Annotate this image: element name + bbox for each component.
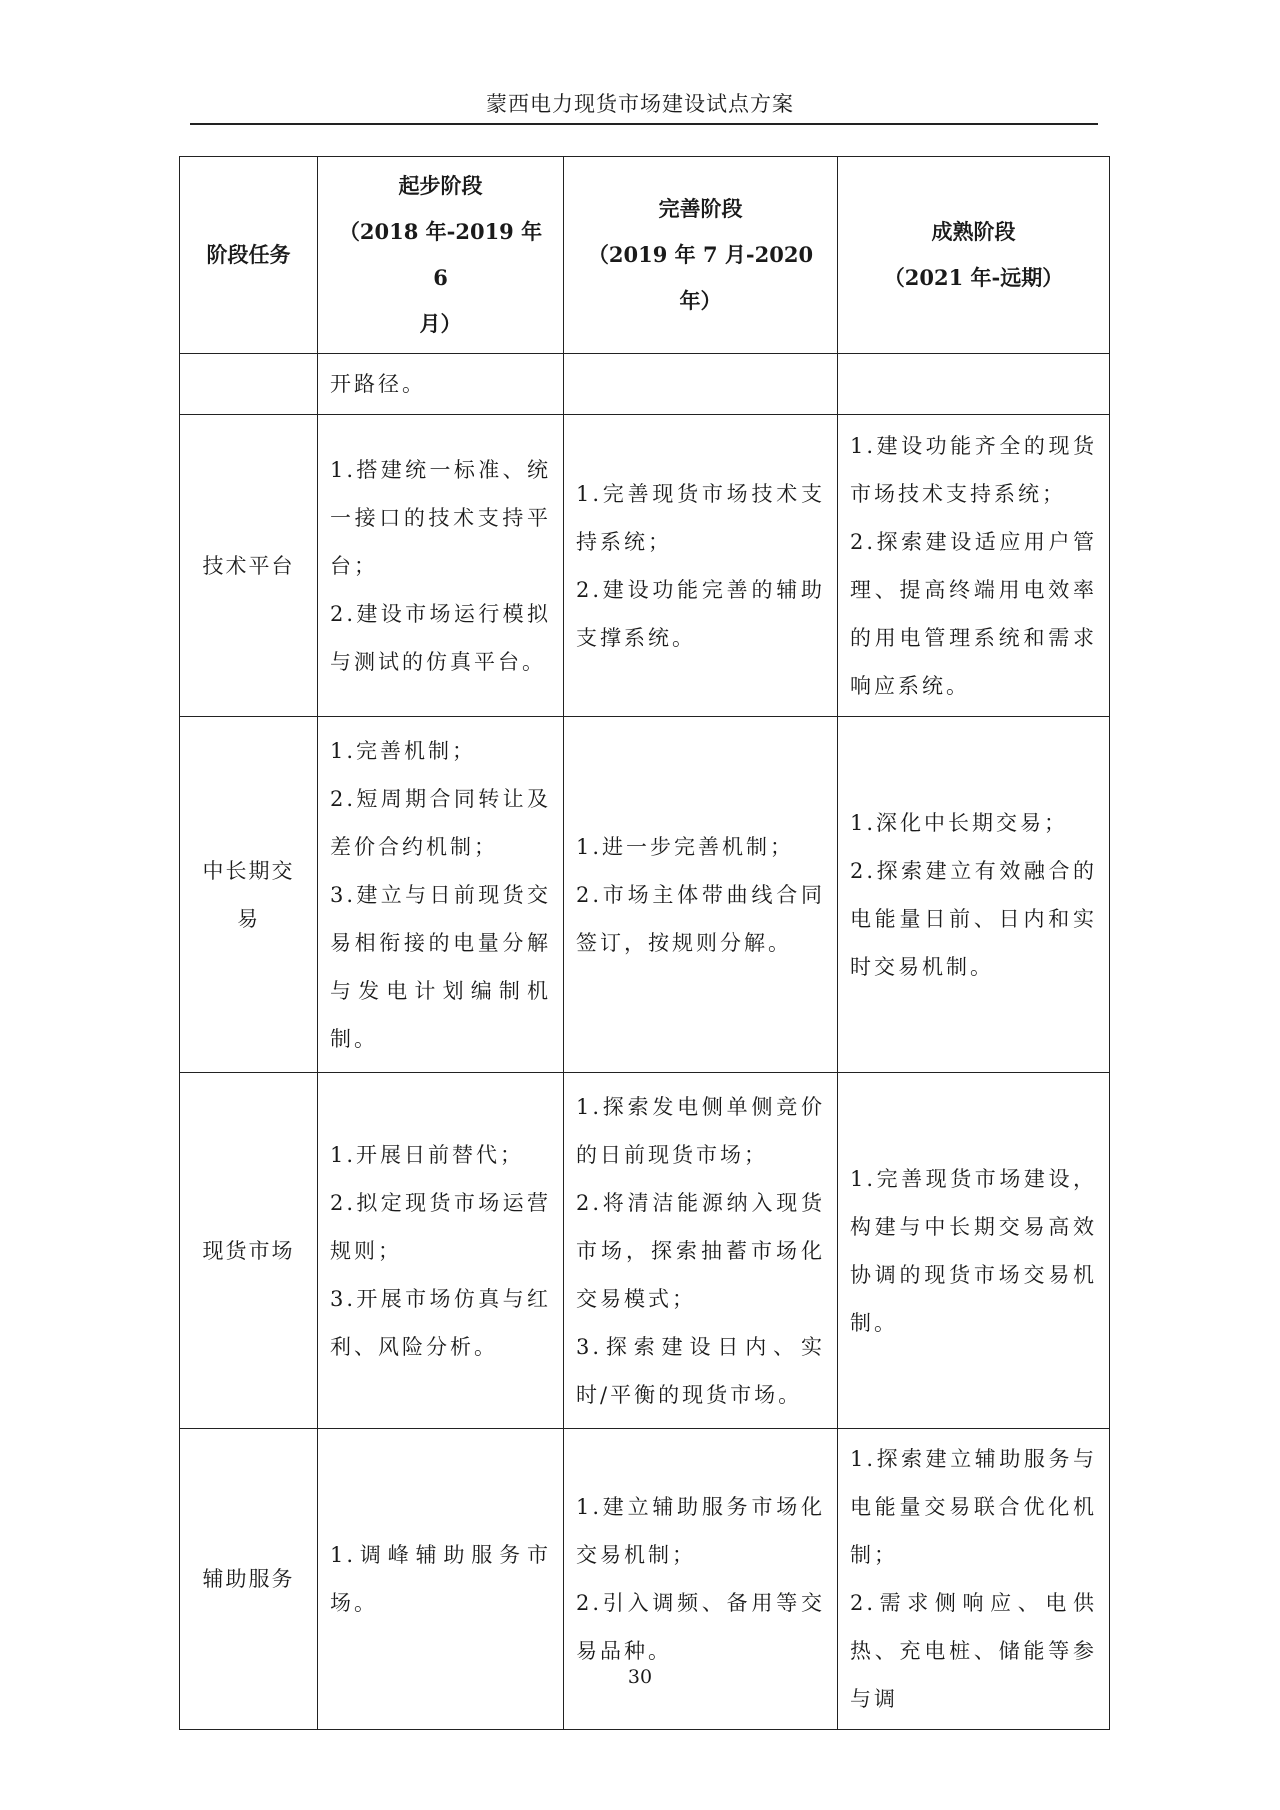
- stage1-cell: [318, 717, 564, 1073]
- page-number: 30: [627, 1666, 653, 1688]
- cell-line: 2.将清洁能源纳入现货市场，探索抽蓄市场化交易模式；: [576, 1190, 825, 1311]
- cell-line: 2.引入调频、备用等交易品种。: [576, 1591, 825, 1663]
- cell-line: 1.完善现货市场建设，构建与中长期交易高效协调的现货市场交易机制。: [850, 1166, 1097, 1335]
- stage2-cell: [564, 1073, 838, 1429]
- header-line: 阶段任务: [206, 242, 291, 267]
- column-header-task: [180, 157, 318, 354]
- cell-line: 1.搭建统一标准、统一接口的技术支持平台；: [330, 457, 551, 578]
- task-cell: [180, 354, 318, 415]
- cell-line: 2.建设功能完善的辅助支撑系统。: [576, 577, 825, 650]
- task-cell: 中长期交易: [180, 717, 318, 1073]
- cell-line: 3.开展市场仿真与红利、风险分析。: [330, 1286, 551, 1359]
- column-header-stage3: [838, 157, 1110, 354]
- cell-line: 1.完善现货市场技术支持系统；: [576, 481, 825, 554]
- cell-line: 1.建立辅助服务市场化交易机制；: [576, 1495, 825, 1567]
- cell-line: 2.市场主体带曲线合同签订，按规则分解。: [576, 882, 825, 955]
- header-line: 成熟阶段: [931, 219, 1016, 244]
- column-header-stage2: [564, 157, 838, 354]
- stage-plan-table: [179, 156, 1110, 1730]
- stage3-cell: [838, 415, 1110, 717]
- cell-line: 3.建立与日前现货交易相衔接的电量分解与发电计划编制机制。: [330, 882, 551, 1051]
- header-line: 月）: [419, 311, 462, 336]
- header-line: 起步阶段: [398, 173, 483, 198]
- stage3-cell: [838, 354, 1110, 415]
- header-rule: [190, 123, 1098, 125]
- task-cell: 技术平台: [180, 415, 318, 717]
- column-header-stage1: [318, 157, 564, 354]
- table-row: [180, 1073, 1110, 1429]
- cell-line: 1.探索发电侧单侧竞价的日前现货市场；: [576, 1094, 825, 1167]
- cell-line: 2.探索建立有效融合的电能量日前、日内和实时交易机制。: [850, 858, 1097, 979]
- table-row: [180, 415, 1110, 717]
- cell-line: 开路径。: [330, 372, 426, 396]
- stage2-cell: [564, 354, 838, 415]
- cell-line: 1.完善机制；: [330, 738, 477, 763]
- cell-line: 1.进一步完善机制；: [576, 834, 795, 859]
- stage3-cell: [838, 1073, 1110, 1429]
- task-cell: 现货市场: [180, 1073, 318, 1429]
- cell-line: 1.调峰辅助服务市场。: [330, 1543, 551, 1615]
- cell-line: 1.建设功能齐全的现货市场技术支持系统；: [850, 433, 1097, 506]
- stage1-cell: [318, 354, 564, 415]
- page-header-title: 蒙西电力现货市场建设试点方案: [486, 92, 794, 116]
- header-line: （2021 年-远期）: [883, 265, 1064, 290]
- table-row: [180, 354, 1110, 415]
- cell-line: 1.探索建立辅助服务与电能量交易联合优化机制；: [850, 1447, 1097, 1567]
- table-row: [180, 717, 1110, 1073]
- cell-line: 2.短周期合同转让及差价合约机制；: [330, 786, 551, 859]
- cell-line: 3.探索建设日内、实时/平衡的现货市场。: [576, 1334, 825, 1407]
- header-line: （2019 年 7 月-2020 年）: [587, 242, 814, 313]
- cell-line: 2.建设市场运行模拟与测试的仿真平台。: [330, 601, 551, 674]
- header-line: （2018 年-2019 年 6: [338, 219, 543, 290]
- cell-line: 1.深化中长期交易；: [850, 810, 1069, 835]
- table-header-row: [180, 157, 1110, 354]
- stage2-cell: [564, 717, 838, 1073]
- stage1-cell: [318, 1073, 564, 1429]
- cell-line: 2.需求侧响应、电供热、充电桩、储能等参与调: [850, 1591, 1097, 1711]
- cell-line: 1.开展日前替代；: [330, 1142, 525, 1167]
- stage1-cell: [318, 415, 564, 717]
- stage2-cell: [564, 415, 838, 717]
- cell-line: 2.探索建设适应用户管理、提高终端用电效率的用电管理系统和需求响应系统。: [850, 529, 1097, 698]
- header-line: 完善阶段: [658, 196, 743, 221]
- task-cell: 辅助服务: [180, 1429, 318, 1730]
- cell-line: 2.拟定现货市场运营规则；: [330, 1190, 551, 1263]
- stage3-cell: [838, 717, 1110, 1073]
